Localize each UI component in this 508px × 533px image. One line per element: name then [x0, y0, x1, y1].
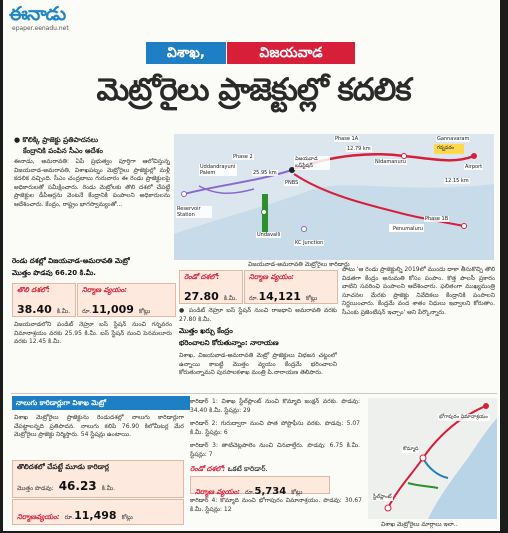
vjw-total — [12, 268, 174, 279]
newspaper-page — [3, 0, 500, 531]
map-graphic — [174, 134, 494, 260]
middle-paragraph-2: విశాఖ, విజయవాడ-అమరావతి మెట్రో ప్రాజెక్టులు విభజన చట్టంలో ఉన్నాయి కాబట్టి మొత్తం వ్యయం కేంద్రమే భరించాలని కోరుతున్నామని పురపాలకశాఖ మంత్రి పి.నారాయణ తెలిపారు. — [179, 352, 337, 376]
map-label-phase-1a: Phase 1A — [335, 136, 359, 142]
phase2-cost-unit: కోట్లు — [306, 295, 318, 302]
vizag-cost-unit: కోట్లు — [121, 514, 133, 521]
vjw-phase1-box — [12, 283, 76, 317]
vizag-cost-box — [12, 499, 184, 525]
middle-bold-2: భరించాలని కోరుతున్నాం: నారాయణ — [179, 339, 279, 347]
vizag-map-caption: విశాఖ మెట్రోరైలు మార్గాలు ఇలా.. — [381, 521, 458, 528]
vjw-phase1-label: తొలి దశలో: — [17, 286, 50, 294]
map-label-25-95km: 25.95 km — [253, 170, 277, 176]
subhead-line-1: ● కొలిక్కి ప్రాజెక్టు ప్రతిపాదనలు — [14, 136, 99, 144]
vizag-cost2-unit: కోట్లు — [291, 489, 303, 496]
vizag-map-label-steelplant: స్టీల్‌ప్లాంట్ — [373, 494, 392, 500]
section-divider — [11, 393, 497, 394]
vjw-cost1-prefix: రూ. — [82, 308, 92, 315]
vjw-cost1-value: 11,009 — [91, 303, 134, 316]
vizag-cost2-value: 5,734 — [254, 486, 287, 497]
map-label-bus-station: విజయవాడ బస్‌స్టేషన్ — [294, 156, 330, 170]
map-label-pnbs: PNBS — [285, 180, 299, 186]
vizag-phase2-label: రెండో దశలో: — [190, 465, 226, 473]
vizag-map-label-bhogapuram: భోగాపురం విమానాశ్రయం — [438, 414, 490, 421]
vjw-phase1-value: 38.40 — [17, 303, 52, 316]
vizag-cost-label: నిర్మాణవ్యయం: — [17, 513, 60, 521]
map-label-phase-2: Phase 2 — [233, 154, 253, 160]
vizag-map-label-kommadi: కొమ్మాది — [403, 446, 419, 452]
vizag-cost2-label: నిర్మాణ వ్యయం: — [195, 488, 240, 496]
phase2-cost-box — [244, 270, 338, 304]
kicker-vijayawada: విజయవాడ — [227, 42, 355, 64]
map-label-reservoir-station: Reservoir Station — [176, 206, 212, 218]
kicker-visakha: విశాఖ, — [146, 42, 226, 64]
map-label-12-79km: 12.79 km — [347, 146, 371, 152]
vizag-phase2-line — [190, 464, 360, 474]
vizag-section-bar: నాలుగు కారిడార్లుగా విశాఖ మెట్రో — [12, 396, 190, 410]
subhead-line-2: కేంద్రానికి పంపిన సీఎం ఆదేశం — [23, 147, 103, 155]
vizag-total-value: 46.23 — [58, 479, 97, 493]
vizag-cost-prefix: రూ. — [64, 514, 75, 521]
phase2-cost-value: 14,121 — [258, 290, 301, 303]
map-label-gannavaram-te: గన్నవరం — [437, 145, 454, 151]
vizag-cost2-prefix: రూ. — [245, 489, 255, 496]
vizag-corridor-4: కారిడార్ 4: కొమ్మాది నుంచి భోగాపురం విమానాశ్రయం. పొడవు: 30.67 కి.మీ. స్టేషన్లు: 12 — [190, 497, 362, 513]
vijayawada-metro-map — [174, 134, 494, 260]
map-label-gannavaram: Gannavaram — [437, 136, 470, 142]
vizag-cost2-box — [190, 476, 330, 497]
subhead — [14, 135, 103, 157]
vjw-paragraph: విజయవాడలోని పండిట్ నెహ్రూ బస్ స్టేషన్ నుంచి గన్నవరం విమానాశ్రయం వరకు 25.95 కి.మీ. బస్ స్టేషన్ నుంచి పెనమలూరు వరకు 12.45 కి.మీ. — [14, 321, 172, 345]
vjw-heading: రెండు దశల్లో విజయవాడ-అమరావతి మెట్రో — [12, 257, 130, 265]
vizag-corridor-3: కారిడార్ 3: తాటిచెట్లపాలెం నుంచి చినవాల్తేరు. పొడవు: 6.75 కి.మీ. స్టేషన్లు: 7 — [190, 442, 360, 458]
map-label-phase-1b: Phase 1B — [425, 216, 449, 222]
middle-paragraph-1: ● పండిట్ నెహ్రూ బస్ స్టేషన్ నుంచి రాజధాని అమరావతి వరకు 27.80 కి.మీ. — [179, 307, 337, 323]
map-label-12-15km: 12.15 km — [445, 178, 469, 184]
vizag-first-phase-label: తొలిదశలో చేపట్టే మూడు కారిడార్ల — [17, 463, 109, 471]
vizag-phase2-text: ఒకటే కారిడార్. — [227, 465, 268, 473]
map-caption: విజయవాడ-అమరావతి మెట్రోరైలు కారిడార్లు — [248, 261, 350, 268]
middle-bold-1: మొత్తం ఖర్చు కేంద్రం — [179, 327, 233, 335]
map-label-penumaluru: Penumaluru — [393, 226, 423, 232]
map-label-uddandrayuni-palem: Uddandrayuni Palem — [200, 164, 236, 176]
phase2-cost-label: నిర్మాణ వ్యయం: — [249, 273, 294, 281]
vizag-total-label: మొత్తం పొడవు: — [17, 485, 54, 492]
phase2-unit: కి.మీ. — [223, 295, 238, 302]
vjw-cost1-box — [77, 283, 176, 317]
phase2-label: రెండో దశలో: — [184, 273, 220, 281]
right-column-paragraph: పాటు 'ఆ రెండు ప్రాజెక్టుల్ని 2019లో ముందు దాకా తీసుకొచ్చి తొలి విడతగా కేంద్రం అనుమతి కోసం పంపాం. కొత్త పాలసీ ప్రకారం వాటిని సవరించి పంపాలని ఆదేశించారు. ఫలితంగా ముఖ్యమంత్రి సూచనల మేరకు ప్రాజెక్టు నివేదికలు కేంద్రానికి పంపాలని నిర్ణయించారు. కేంద్రమే వంద శాతం నిధులు ఇవ్వాలని కోరుతాం. సీఎంకు ప్రజెంటేషన్ ఇచ్చాం' అని పేర్కొన్నారు. — [342, 266, 495, 316]
vizag-corridor-2: కారిడార్ 2: గురుద్వారా నుంచి పాత పోస్టాఫీసు వరకు. పొడవు: 5.07 కి.మీ. స్టేషన్లు: 6 — [190, 420, 360, 436]
vjw-total-label: మొత్తం పొడవు — [12, 269, 53, 277]
map-label-undavalli: Undavalli — [257, 232, 281, 238]
vizag-cost-value: 11,498 — [74, 509, 117, 522]
vizag-corridor-1: కారిడార్ 1: విశాఖ స్టీల్‌ప్లాంట్ నుంచి కొమ్మాది జంక్షన్ వరకు. పొడవు: 34.40 కి.మీ. స్టేషన్లు: 29 — [190, 398, 360, 414]
masthead-logo[interactable]: ఈనాడు — [9, 3, 66, 25]
intro-paragraph: ఈనాడు, అమరావతి: ఏపీ ప్రభుత్వం పూర్తిగా ఆలోచిస్తున్న విజయవాడ-అమరావతి, విశాఖపట్నం మెట్రోరైలు ప్రాజెక్టుల్లో మళ్లీ కదలిక వచ్చింది. సీఎం చంద్రబాబు గురువారం ఈ రెండు ప్రాజెక్టులపై అధికారులతో సమీక్షించారు. రెండు మెట్రోలకు తొలి దశలో చేపట్టే ప్రాజెక్టుల డీపీఆర్లను వెంటనే కేంద్రానికి పంపాలని అధికారులను ఆదేశించారు. కేంద్రం, రాష్ట్రం భాగస్వామ్యంతో... — [14, 158, 170, 208]
vizag-paragraph: విశాఖ మెట్రోరైలు ప్రాజెక్టును రెండుదశల్లో నాలుగు కారిడార్లుగా చేపట్టాలన్నది ప్రతిపాదన. నాలుగు కలిపి 76.90 కిలోమీటర్ల మేర మెట్రోరైలు ప్రాజెక్టు నిర్మిస్తారు. 54 స్టేషన్లు ఉంటాయి. — [14, 414, 184, 438]
map-label-nidamanuru: Nidamanuru — [375, 159, 406, 165]
masthead-url[interactable]: epaper.eenadu.net — [12, 25, 69, 32]
map-label-kc-junction: KC Junction — [295, 240, 324, 246]
vjw-phase1-unit: కి.మీ. — [56, 308, 71, 315]
phase2-box — [179, 270, 243, 304]
vjw-total-value: 66.20 కి.మీ. — [55, 269, 96, 277]
phase2-cost-prefix: రూ. — [249, 295, 259, 302]
vizag-total-unit: కి.మీ. — [101, 485, 116, 492]
map-label-airport: Airport — [465, 164, 483, 170]
vjw-cost1-label: నిర్మాణ వ్యయం: — [82, 286, 127, 294]
phase2-value: 27.80 — [184, 290, 219, 303]
vjw-cost1-unit: కోట్లు — [139, 308, 151, 315]
vizag-first-phase-box — [12, 460, 184, 498]
headline: మెట్రోరైలు ప్రాజెక్టుల్లో కదలిక — [96, 72, 411, 108]
vizag-metro-map — [368, 398, 497, 519]
